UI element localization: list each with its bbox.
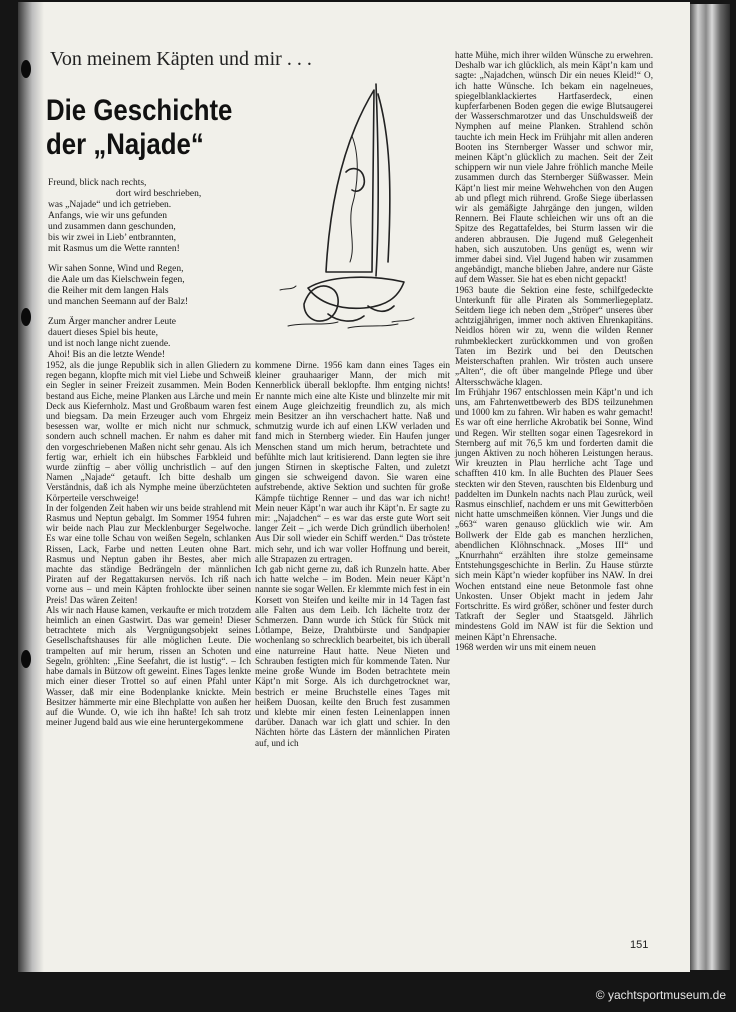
- page-binding-shadow: [18, 2, 44, 972]
- article-paragraph: 1952, als die junge Republik sich in allen Gliedern zu regen begann, klopfte mich mit viel Liebe und Schweiß ein Segler in seiner Freizeit zusammen. Mein Boden bestand aus Eiche, meine Planken aus Lärche und mein Deck aus Kiefernholz. Mast und Großbaum waren fest und biegsam. Da mein Erzeuger auch vom Ehrgeiz besessen war, wollte er mich nicht nur schmuck, sondern auch schnell machen. Er nahm es daher mit den vorgeschriebenen Maßen nicht sehr genau. Als ich fertig war, erhielt ich ein hübsches Farbkleid und wurde zünftig – aber völlig unchristlich – auf den Namen „Najade“ getauft. Ich bitte deshalb um Verständnis, daß ich als Nymphe meine überzüchteten Körperteile verschweige!: [46, 360, 251, 503]
- article-column: [255, 360, 450, 748]
- nymph-figure: [304, 286, 338, 321]
- poem-line: dauert dieses Spiel bis heute,: [48, 328, 159, 338]
- poem-line: bis wir zwei in Lieb’ entbrannten,: [48, 233, 177, 243]
- article-paragraph: hatte Mühe, mich ihrer wilden Wünsche zu erwehren. Deshalb war ich glücklich, als mein Käpt’n kam und sagte: „Najadchen, wünsch Dir ein neues Kleid!“ O, ich hatte Wünsche. Ich bekam ein nagelneues, spiegelblanklackiertes Hartfaserdeck, einen kupferfarbenen Boden gegen die ewige Blutsaugerei der Wasserschmarotzer und das Unschuldsweiß der Nymphen auf meine Planken. Strahlend schön tauchte ich mein Heck im Frühjahr mit allen anderen Booten ins Sternberger Wasser und schwor mir, meinen Käpt’n glücklich zu machen. Seit der Zeit schippern wir nun viele Jahre fröhlich manche Meile zusammen durch das Sternberger Süßwasser. Mein Käpt’n liest mir meine Wehwehchen von den Augen ab und pflegt mich rührend. Große Siege überlassen wir als gemäßigte Jahrgänge den jungen, wilden Rennern. Bei Flaute schleichen wir uns oft an die Spitze des Regattafeldes, bei Sturm lassen wir die anderen abbrausen. Die Jugend muß Gelegenheit haben, sich auszutoben. Uns genügt es, wenn wir immer dabei sind. Viel Jugend haben wir zusammen angebändigt, manche blieben Jahre, andere nur Gäste auf dem Wasser. Sie hat es eben nicht gepackt!: [455, 50, 653, 285]
- poem-line: und manchen Seemann auf der Balz!: [48, 297, 189, 307]
- poem-line: die Aale um das Kielschwein fegen,: [48, 275, 185, 285]
- jib-outline: [378, 94, 390, 262]
- article-paragraph: 1968 werden wir uns mit einem neuen: [455, 641, 596, 652]
- poem-line: Zum Ärger mancher andrer Leute: [48, 317, 177, 327]
- hull-outline: [308, 277, 404, 308]
- article-paragraph: kommene Dirne. 1956 kam dann eines Tages ein kleiner grauhaariger Mann, der mich mit Kennerblick überall beklopfte. Ihm entging nichts! Er nannte mich eine alte Kiste und blinzelte mir mit einem Auge gleichzeitig freundlich zu, als mich mein Besitzer an ihn verschachert hatte. Naß und schmutzig wurde ich auf einen LKW verladen und fand mich in Sternberg wieder. Ein Haufen junger Menschen stand um mich herum, betrachtete und befühlte mich laut kritisierend. Dann legten sie ihre jungen Stirnen in skeptische Falten, und zuletzt gingen sie schweigend davon. Sie waren eine aufstrebende, aktive Sektion und suchten für große Kämpfe tüchtige Renner – und das war ich nicht! Mein neuer Käpt’n war auch ihr Käpt’n. Er sagte zu mir: „Najadchen“ – es war das erste gute Wort seit langer Zeit – „ich werde Dich gründlich überholen! Aus Dir soll wieder ein Schiff werden.“ Das tröstete mich sehr, und ich war voller Hoffnung und bereit, alle Strapazen zu ertragen.: [255, 360, 450, 564]
- poem-stanza: [48, 317, 268, 361]
- article-paragraph: 1963 baute die Sektion eine feste, schilfgedeckte Unterkunft für alle Piraten als Sommerliegeplatz. Seitdem liege ich neben dem „Ströper“ unseres über achtzigjährigen, immer noch aktiven Ehrenkapitäns. Neidlos hören wir zu, wenn die wilden Renner ruhmbekleckert zurückkommen und von großen Taten im Bezirk und bei den Deutschen Meisterschaften prahlen. Wir trösten auch unsere „Alten“, die oft über mangelnde Pflege und über Altersschwäche klagen.: [455, 284, 653, 387]
- mainsail-outline: [326, 90, 374, 272]
- punch-hole: [21, 60, 31, 78]
- article-column: [455, 50, 653, 652]
- article-column: [46, 360, 251, 727]
- book-spine-edge: [690, 4, 730, 970]
- article-paragraph: Im Frühjahr 1967 entschlossen mein Käpt’n und ich uns, am Fahrtenwettbewerb des BDS teilzunehmen und 1000 km zu fahren. Wir haben es wahr gemacht! Es war oft eine herrliche Akrobatik bei Sonne, Wind und Regen. Wir stellten sogar einen Tagesrekord in Sternberg auf mit 76,5 km und forderten damit die jungen Aktiven zu noch höheren Leistungen heraus. Wir kreuzten in Plau herrliche acht Tage und schafften 410 km. In alle Buchten des Plauer Sees steckten wir den Steven, rauschten bis Eldenburg und paddelten im Dunkeln nachts nach Plau zurück, weil Rasmus einschlief, nachdem er uns mit Gewitterböen nicht hatte umschmeißen können. Vier Jungs und die „663“ waren genauso glücklich wie wir. Am Bollwerk der Elde gab es manchen herzlichen, abendlichen Klöhnschnack. „Moses III“ und „Knurrhahn“ erzählten ihre stolze gemeinsame Entstehungsgeschichte in Berlin. Zu Hause stürzte sich mein Käpt’n wieder kopfüber ins NAW. In drei Wochen entstand eine neue Betonmole fast ohne Unkosten. Unser Objekt macht in jedem Jahr Fortschritte. Es wird größer, schöner und fester durch Tatkraft der Segler und Staatsgeld. Jährlich mindestens Gold im NAW ist für die Sektion und meinen Käpt’n Ehrensache.: [455, 386, 653, 642]
- magazine-page: [18, 2, 690, 972]
- article-paragraph: In der folgenden Zeit haben wir uns beide strahlend mit Rasmus und Neptun gebalgt. Im Sommer 1954 fuhren wir beide nach Plau zur Mecklenburger Segelwoche. Es war eine tolle Schau von weißen Segeln, schlanken Rissen, Lack, Farbe und netten Leuten ohne Bart. Rasmus und Neptun gaben ihr Bestes, aber mich machte das ständige Bedrängeln der männlichen Piraten auf der Regattakursen nervös. Ich riß nach vorne aus – und mein Käpten frohlockte über seinen Preis! Das wären Zeiten!: [46, 502, 251, 605]
- article-title-line: der „Najade“: [46, 128, 204, 161]
- poem-line: mit Rasmus um die Wette rannten!: [48, 244, 180, 254]
- watermark-text: © yachtsportmuseum.de: [595, 988, 726, 1002]
- poem-stanza: [48, 178, 268, 255]
- poem-line: dort wird beschrieben,: [116, 189, 202, 199]
- punch-hole: [21, 308, 31, 326]
- poem-line: Wir sahen Sonne, Wind und Regen,: [48, 264, 184, 274]
- poem-line: und ist noch lange nicht zuende.: [48, 339, 171, 349]
- poem-line: Freund, blick nach rechts,: [48, 178, 147, 188]
- article-title: [46, 94, 232, 162]
- article-paragraph: Ich gab nicht gerne zu, daß ich Runzeln hatte. Aber ich hatte welche – im Boden. Mein neuer Käpt’n nannte sie sogar Wellen. Er klemmte mich fest in ein Korsett von Steifen und keilte mir in 14 Tagen fast alle Falten aus dem Leib. Ich lächelte trotz der Schmerzen. Dann wurde ich Stück für Stück mit Lötlampe, Beize, Drahtbürste und Sandpapier wochenlang so schrecklich bearbeitet, bis ich überall eine naturreine Haut hatte. Neue Nieten und Schrauben festigten mich für kommende Taten. Nur meine große Wunde im Boden betrachtete mein Käpt’n mit Sorge. Als ich durchgetrocknet war, bestrich er meine Bruchstelle eines Tages mit heißem Duosan, keilte den Bruch fest zusammen und klebte mir einen festen Leinenlappen innen darüber. Danach war ich glatt und schier. In den Nächten hörte das Lästern der männlichen Piraten auf, und ich: [255, 564, 450, 748]
- poem-line: was „Najade“ und ich getrieben.: [48, 200, 172, 210]
- page-number: 151: [630, 939, 649, 951]
- article-title-line: Die Geschichte: [46, 94, 233, 127]
- sailboat-nymph-illustration: [268, 76, 418, 341]
- article-paragraph: Als wir nach Hause kamen, verkaufte er mich trotzdem heimlich an einen Gastwirt. Das war gemein! Dieser betrachtete mich als Vergnügungsobjekt seines Gesellschaftshauses für alle möglichen Leute. Die trampelten auf mir herum, rissen an Schoten und Segeln, gröhlten: „Eine Seefahrt, die ist lustig“. – Ich habe damals in Bützow oft geweint. Eines Tages lenkte mich einer dieser Trottel so auf einen Pfahl unter Wasser, daß mir eine Bodenplanke knickte. Mein Besitzer hämmerte mir eine Blechplatte von außen her auf die Wunde. O, wie ich ihn haßte! Ich sah trotz meiner Jugend bald aus wie eine heruntergekommene: [46, 604, 251, 728]
- poem-line: Ahoi! Bis an die letzte Wende!: [48, 350, 165, 360]
- poem-line: Anfangs, wie wir uns gefunden: [48, 211, 167, 221]
- article-kicker: Von meinem Käpten und mir . . .: [50, 48, 312, 70]
- mast-line: [376, 84, 378, 276]
- poem-line: die Reiher mit dem langen Hals: [48, 286, 169, 296]
- poem-line: und zusammen dann geschunden,: [48, 222, 176, 232]
- punch-hole: [21, 650, 31, 668]
- poem-stanza: [48, 264, 268, 308]
- intro-poem: [48, 178, 268, 370]
